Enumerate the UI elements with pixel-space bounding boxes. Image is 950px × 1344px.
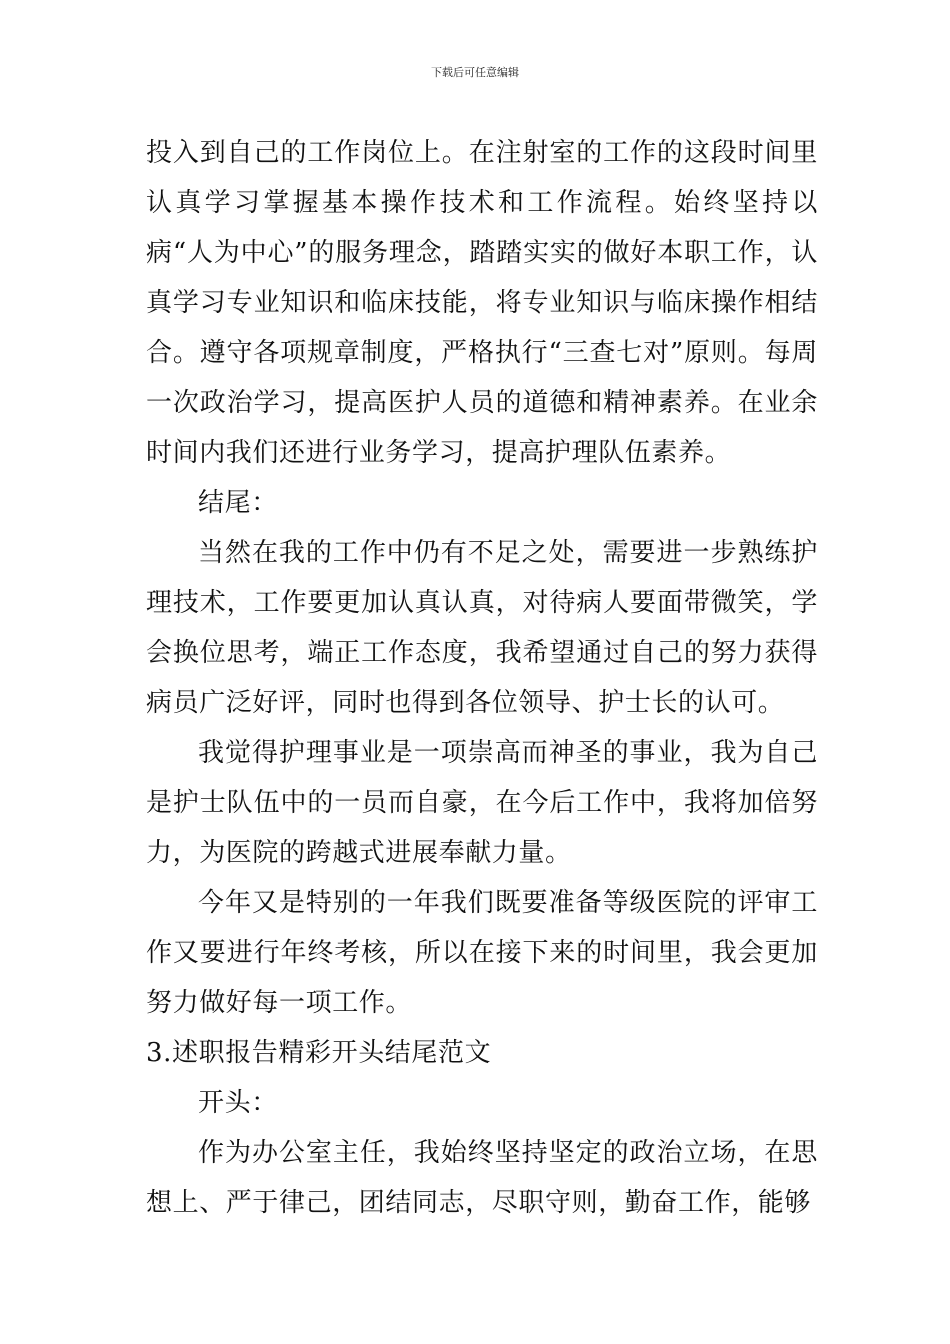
paragraph-work-description: 投入到自己的工作岗位上。在注射室的工作的这段时间里认真学习掌握基本操作技术和工作流程。始终坚持以病“人为中心”的服务理念，踏踏实实的做好本职工作，认真学习专业知识和临床技能，将专业知识与临床操作相结合。遵守各项规章制度，严格执行“三查七对”原则。每周一次政治学习，提高医护人员的道德和精神素养。在业余时间内我们还进行业务学习，提高护理队伍素养。 <box>146 138 818 468</box>
label-opening: 开头： <box>198 1088 278 1118</box>
paragraph-office-director: 作为办公室主任，我始终坚持坚定的政治立场，在思想上、严于律己，团结同志，尽职守则，勤奋工作，能够 <box>146 1138 818 1218</box>
label-ending: 结尾： <box>198 488 278 518</box>
page-header-note: 下载后可任意编辑 <box>431 66 519 79</box>
paragraph-nursing-career: 我觉得护理事业是一项崇高而神圣的事业，我为自己是护士队伍中的一员而自豪，在今后工作中，我将加倍努力，为医院的跨越式进展奉献力量。 <box>146 738 818 868</box>
section-title: 3.述职报告精彩开头结尾范文 <box>146 1038 492 1068</box>
paragraph-shortcomings: 当然在我的工作中仍有不足之处，需要进一步熟练护理技术，工作要更加认真认真，对待病人要面带微笑，学会换位思考，端正工作态度，我希望通过自己的努力获得病员广泛好评，同时也得到各位领导、护士长的认可。 <box>146 538 818 718</box>
paragraph-this-year: 今年又是特别的一年我们既要准备等级医院的评审工作又要进行年终考核，所以在接下来的时间里，我会更加努力做好每一项工作。 <box>146 888 818 1018</box>
document-body <box>146 128 818 1228</box>
